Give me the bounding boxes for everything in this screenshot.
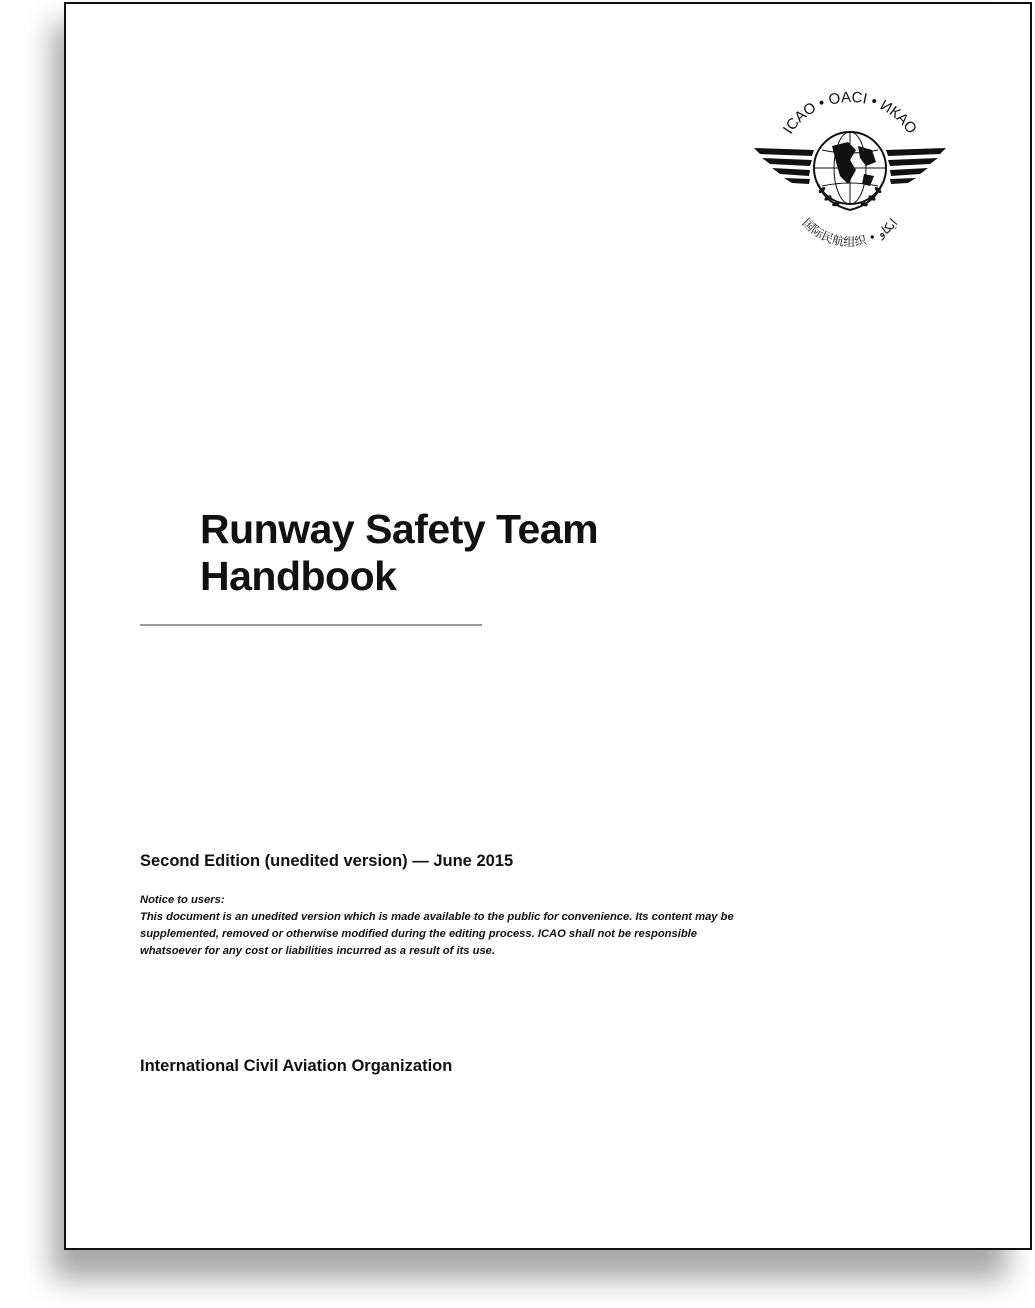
icao-emblem-icon [752,80,948,256]
title-divider [140,624,482,626]
notice-body: This document is an unedited version which is made available to the public for convenience. Its content may be supplemented, removed or otherwise modified during the editing process. ICAO shall not be responsible whatsoever for any cost or liabilities incurred as a result of its use. [140,911,734,957]
svg-text:国际民航组织 • ايكاو: 国际民航组织 • ايكاو [799,215,901,250]
document-page [64,2,1032,1250]
title-line-1: Runway Safety Team [200,506,599,552]
organization-name: International Civil Aviation Organization [140,1057,453,1075]
document-title [200,506,598,600]
title-line-2: Handbook [200,553,397,599]
edition-label: Second Edition (unedited version) — June 2015 [140,852,514,870]
notice-heading: Notice to users: [140,894,225,906]
notice-to-users [140,892,760,960]
svg-text:ICAO • OACI • ИКАО: ICAO • OACI • ИКАО [779,88,920,138]
